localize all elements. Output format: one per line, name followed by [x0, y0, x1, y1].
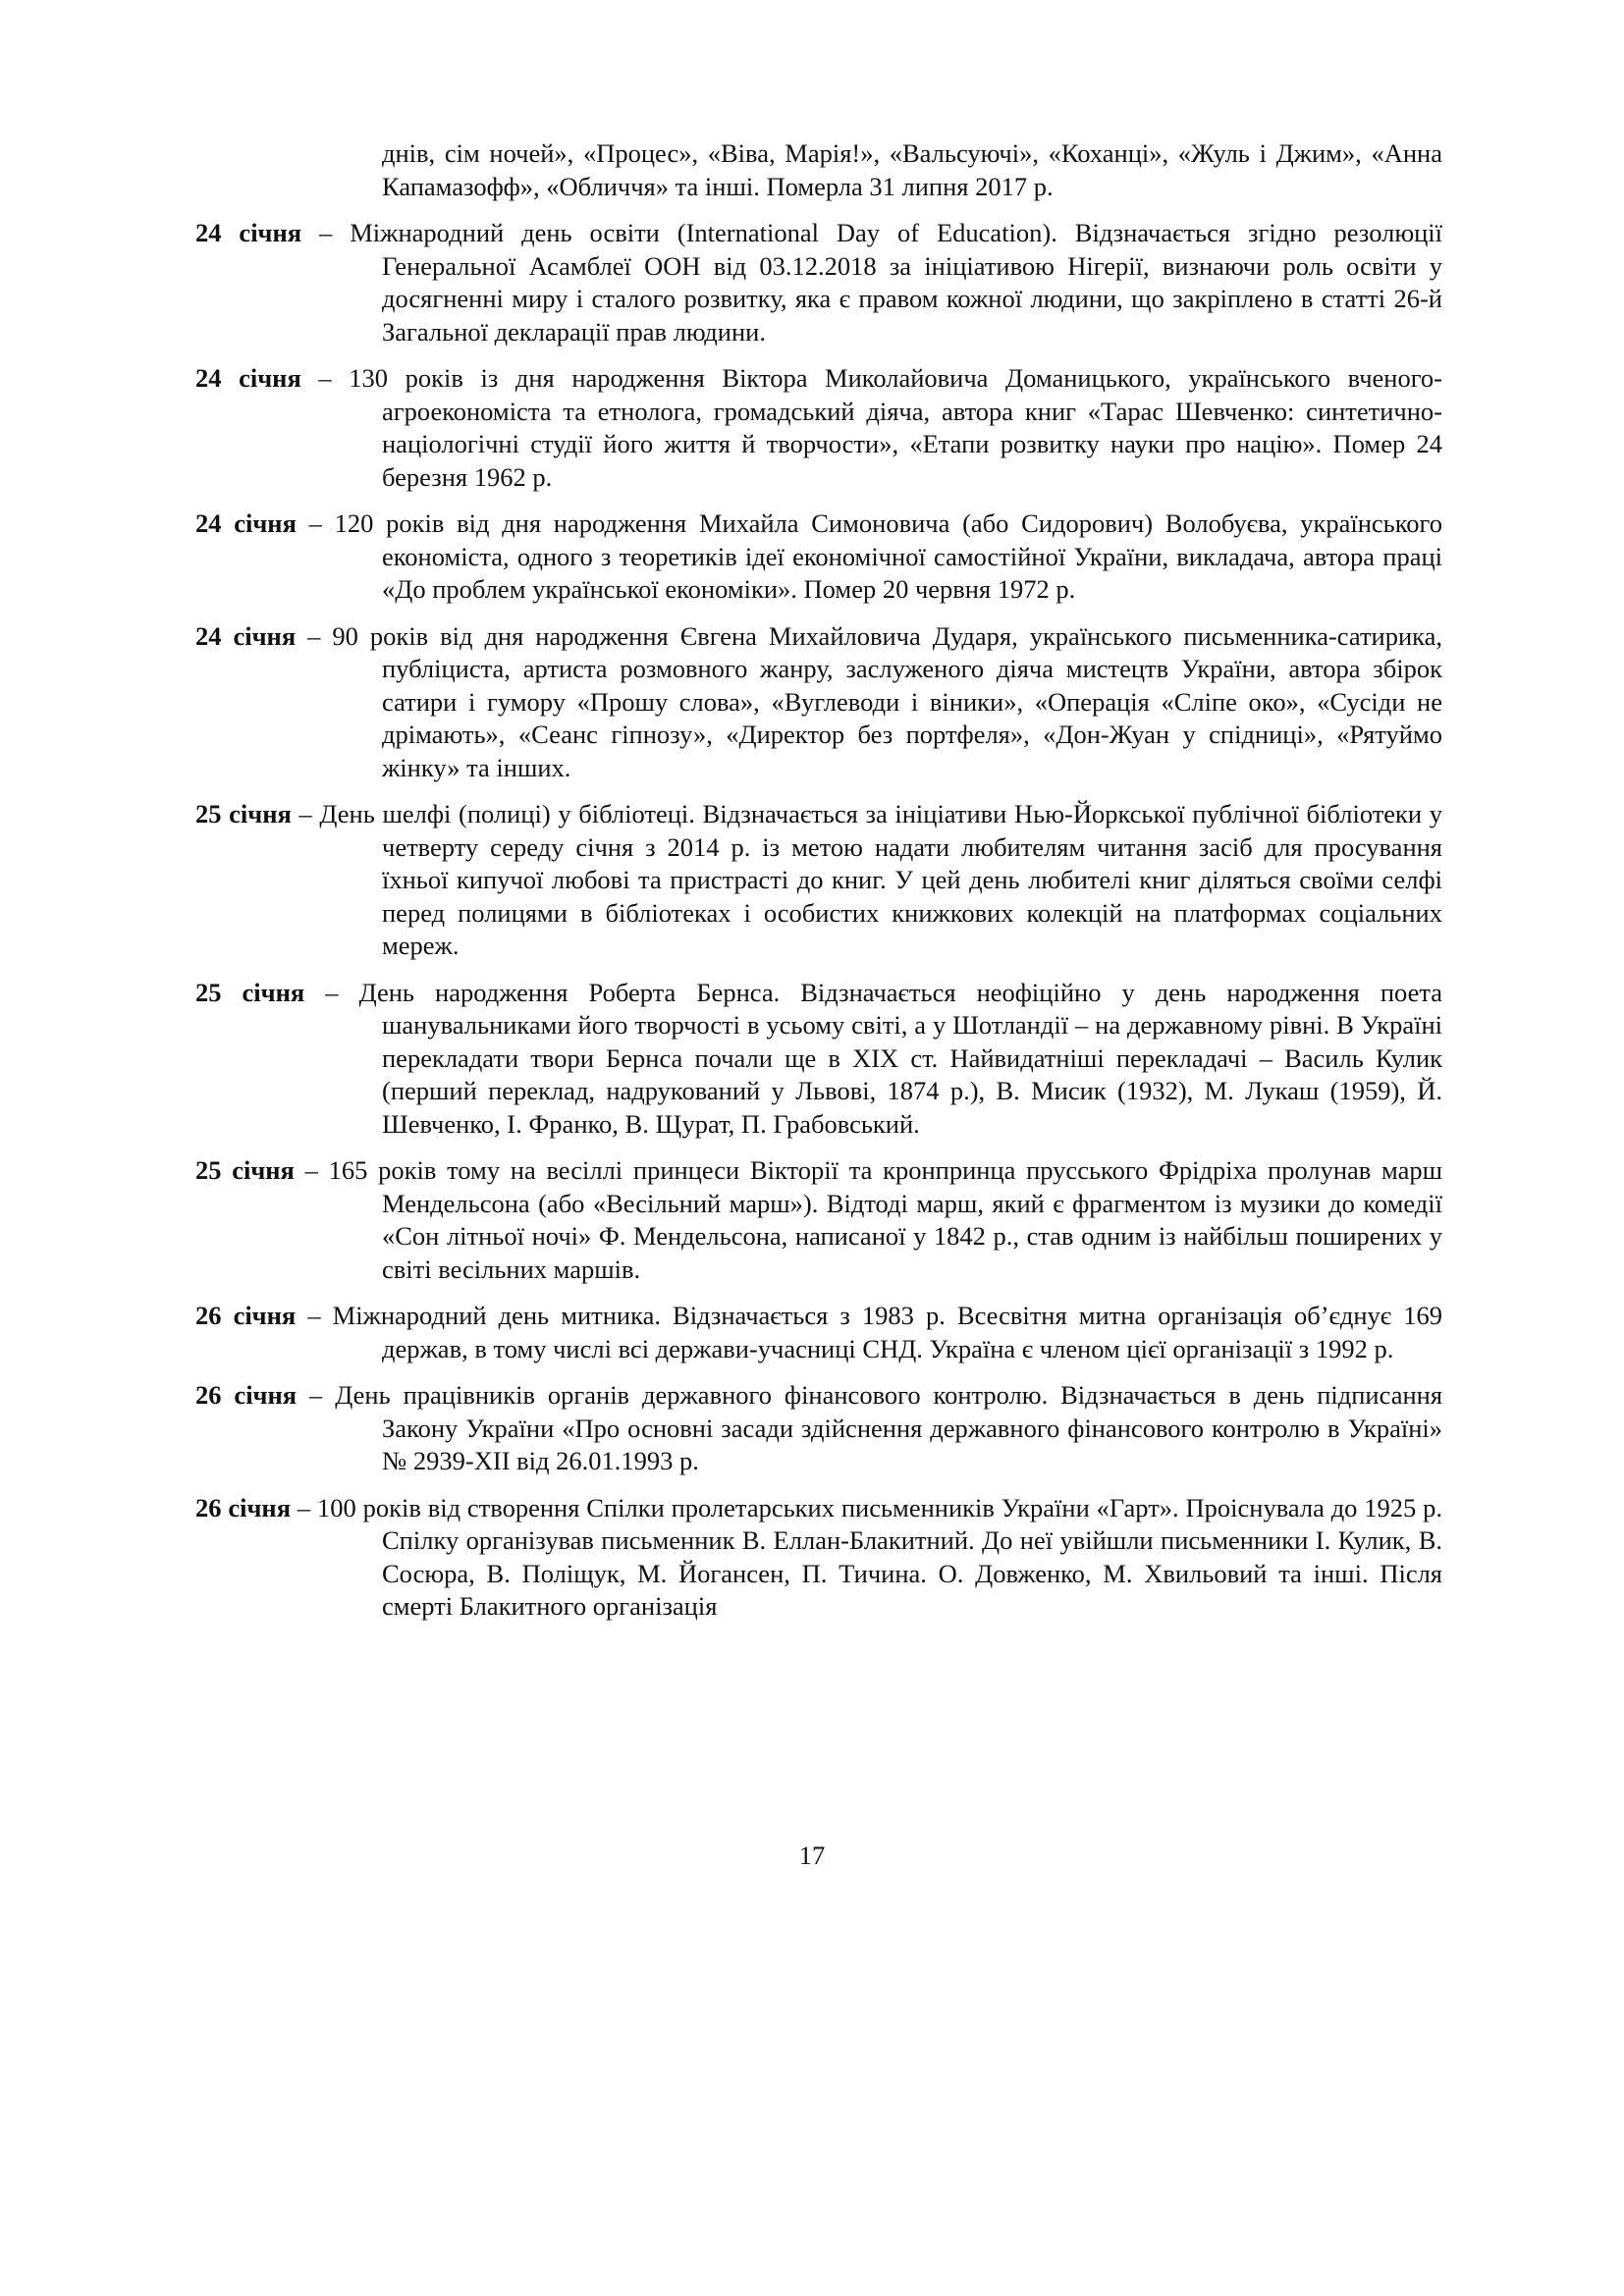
entry-text: 120 років від дня народження Михайла Симоновича (або Сидорович) Волобуєва, українського економіста, одного з теоретиків ідеї економічної самостійної України, викладача, автора праці «До проблем української економіки». Помер 20 червня 1972 р.	[334, 508, 1442, 604]
entry-dash: –	[319, 218, 333, 247]
entry-dash: –	[307, 620, 321, 651]
entry-dash: –	[304, 1155, 318, 1185]
entry-dash: –	[309, 1380, 323, 1410]
calendar-entry-4	[195, 620, 1442, 785]
calendar-entry-5	[195, 798, 1442, 963]
calendar-entry-1	[195, 217, 1442, 348]
entry-date: 24 січня	[195, 508, 297, 538]
document-page	[195, 137, 1442, 1637]
calendar-entry-8	[195, 1300, 1442, 1365]
entry-date: 24 січня	[195, 620, 297, 651]
entry-text: День шелфі (полиці) у бібліотеці. Відзначається за ініціативи Нью-Йоркської публічної бібліотеки у четверту середу січня з 2014 р. із метою надати любителям читання засіб для просування їхньої кипучої любові та пристрасті до книг. У цей день любителі книг діляться своїми селфі перед полицями в бібліотеках і особистих книжкових колекцій на платформах соціальних мереж.	[319, 799, 1443, 960]
calendar-entry-3	[195, 507, 1442, 607]
entry-dash: –	[298, 799, 312, 828]
entry-dash: –	[308, 508, 322, 538]
calendar-entry-6	[195, 977, 1442, 1142]
continued-paragraph: днів, сім ночей», «Процес», «Віва, Марія!», «Вальсуючі», «Коханці», «Жуль і Джим», «Анна Капамазофф», «Обличчя» та інші. Померла 31 липня 2017 р.	[382, 138, 1442, 201]
entry-date: 25 січня	[195, 977, 305, 1007]
entry-dash: –	[297, 1492, 311, 1522]
entry-dash: –	[318, 363, 332, 393]
entry-date: 24 січня	[195, 363, 301, 393]
entry-date: 25 січня	[195, 799, 292, 828]
calendar-entry-7	[195, 1154, 1442, 1286]
calendar-entry-9	[195, 1379, 1442, 1478]
entry-text: 165 років тому на весіллі принцеси Вікторії та кронпринца прусського Фрідріха пролунав марш Мендельсона (або «Весільний марш»). Відтоді марш, який є фрагментом із музики до комедії «Сон літньої ночі» Ф. Мендельсона, написаної у 1842 р., став одним із найбільш поширених у світі весільних маршів.	[328, 1155, 1443, 1284]
entry-date: 26 січня	[195, 1492, 292, 1522]
entry-dash: –	[307, 1301, 321, 1330]
calendar-entry-2	[195, 362, 1442, 494]
entry-text: 90 років від дня народження Євгена Михайловича Дударя, українського письменника-сатирика, публіциста, артиста розмовного жанру, заслуженого діяча мистецтв України, автора збірок сатири і гумору «Прошу слова», «Вуглеводи і віники», «Операція «Сліпе око», «Сусіди не дрімають», «Сеанс гіпнозу», «Директор без портфеля», «Дон-Жуан у спідниці», «Рятуймо жінку» та інших.	[332, 620, 1442, 782]
calendar-entry-10	[195, 1492, 1442, 1624]
entry-dash: –	[325, 977, 339, 1007]
entry-text: 100 років від створення Спілки пролетарських письменників України «Гарт». Проіснувала до 1925 р. Спілку організував письменник В. Еллан-Блакитний. До неї увійшли письменники І. Кулик, В. Сосюра, В. Поліщук, М. Йогансен, П. Тичина. О. Довженко, М. Хвильовий та інші. Після смерті Блакитного організація	[317, 1492, 1443, 1621]
entry-date: 25 січня	[195, 1155, 295, 1185]
page-number: 17	[798, 1841, 826, 1870]
entry-text: День працівників органів державного фінансового контролю. Відзначається в день підписання Закону України «Про основні засади здійснення державного фінансового контролю в Україні» № 2939-XII від 26.01.1993 р.	[335, 1380, 1443, 1475]
entry-date: 26 січня	[195, 1301, 297, 1330]
entry-text: Міжнародний день освіти (International Day of Education). Відзначається згідно резолюції Генеральної Асамблеї ООН від 03.12.2018 за ініціативою Нігерії, визнаючи роль освіти у досягненні миру і сталого розвитку, яка є правом кожної людини, що закріплено в статті 26-й Загальної декларації прав людини.	[350, 218, 1443, 347]
entry-date: 24 січня	[195, 218, 302, 247]
entry-text: Міжнародний день митника. Відзначається з 1983 р. Всесвітня митна організація об’єднує 169 держав, в тому числі всі держави-учасниці СНД. Україна є членом цієї організації з 1992 р.	[332, 1301, 1442, 1363]
entry-text: День народження Роберта Бернса. Відзначається неофіційно у день народження поета шанувальниками його творчості в усьому світі, а у Шотландії – на державному рівні. В Україні перекладати твори Бернса почали ще в XIX ст. Найвидатніші перекладачі – Василь Кулик (перший переклад, надрукований у Львові, 1874 р.), В. Мисик (1932), М. Лукаш (1959), Й. Шевченко, І. Франко, В. Щурат, П. Грабовський.	[358, 977, 1442, 1139]
entry-date: 26 січня	[195, 1380, 298, 1410]
entry-text: 130 років із дня народження Віктора Миколайовича Доманицького, українського вченого-агроекономіста та етнолога, громадський діяча, автора книг «Тарас Шевченко: синтетично-націологічні студії його життя й творчости», «Етапи розвитку науки про націю». Помер 24 березня 1962 р.	[349, 363, 1442, 492]
